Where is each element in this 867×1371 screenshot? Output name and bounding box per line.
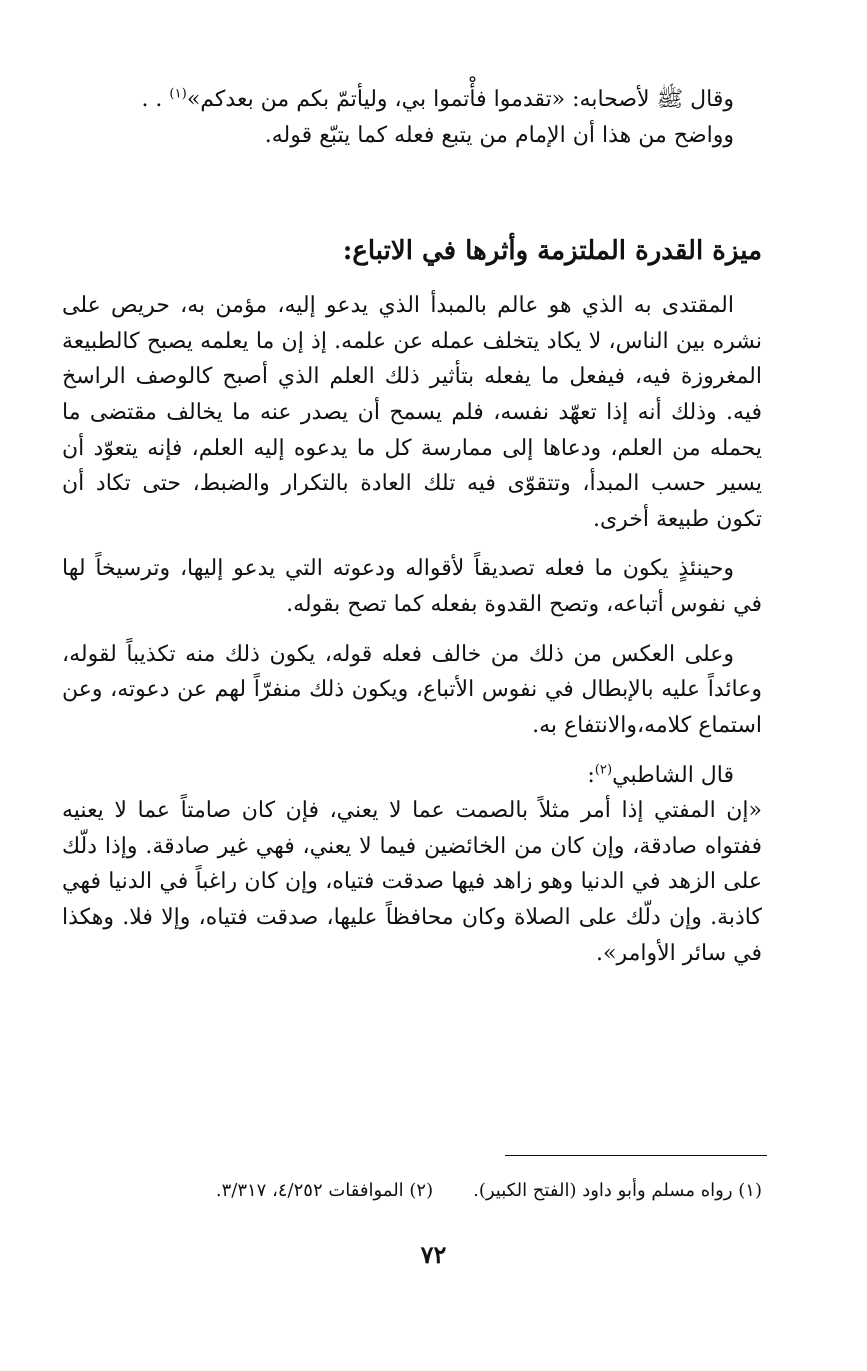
- explanation-line: وواضح من هذا أن الإمام من يتبع فعله كما يتبّع قوله.: [264, 122, 734, 148]
- footnote-ref-2: (٢): [594, 762, 613, 778]
- section-body: [62, 288, 762, 971]
- hadith-tail: . .: [141, 87, 163, 112]
- paragraph-1: المقتدى به الذي هو عالم بالمبدأ الذي يدعو إليه، مؤمن به، حريص على نشره بين الناس، لا يكاد يتخلف عمله عن علمه. إذ إن ما يعلمه يصبح كالطبيعة المغروزة فيه، فيفعل ما يفعله بتأثير ذلك العلم الذي أصبح كالوصف الراسخ فيه. وذلك أنه إذا تعهّد نفسه، فلم يسمح أن يصدر عنه ما يخالف مقتضى ما يحمله من العلم، ودعاها إلى ممارسة كل ما يدعوه إليه العلم، فإنه يتعوّد أن يسير حسب المبدأ، وتتقوّى فيه تلك العادة بالتكرار والضبط، حتى تكاد أن تكون طبيعة أخرى.: [62, 293, 762, 532]
- hadith-line: [62, 82, 762, 118]
- quote-intro-colon: :: [587, 762, 595, 788]
- footnotes: [100, 1178, 762, 1203]
- opening-text: [62, 82, 762, 153]
- quote-text: «إن المفتي إذا أمر مثلاً بالصمت عما لا يعني، فإن كان صامتاً عما لا يعنيه ففتواه صادقة، وإن كان من الخائضين فيما لا يعني، فهي غير صادقة. وإذا دلّك على الزهد في الدنيا وهو زاهد فيها صدقت فتياه، وإن كان راغباً في الدنيا فهي كاذبة. وإن دلّك على الصلاة وكان محافظاً عليها، صدقت فتياه، وإلا فلا. وهكذا في سائر الأوامر».: [62, 798, 762, 966]
- footnote-separator: [505, 1155, 767, 1156]
- footnote-2: (٢) الموافقات ٤/٢٥٢، ٣/٣١٧.: [215, 1180, 434, 1201]
- page-number: ٧٢: [420, 1240, 447, 1269]
- quote-intro: [62, 758, 762, 794]
- footnote-ref-1: (١): [169, 86, 187, 102]
- hadith-text: وقال ﷺ لأصحابه: «تقدموا فأْتموا بي، وليأتمّ بكم من بعدكم»: [186, 87, 734, 112]
- paragraph-2: وحينئذٍ يكون ما فعله تصديقاً لأقواله ودعوته التي يدعو إليها، وترسيخاً لها في نفوس أتباعه، وتصح القدوة بفعله كما تصح بقوله.: [62, 556, 762, 617]
- quote-intro-text: قال الشاطبي: [612, 762, 734, 788]
- paragraph-3: وعلى العكس من ذلك من خالف فعله قوله، يكون ذلك منه تكذيباً لقوله، وعائداً عليه بالإبطال في نفوس الأتباع، ويكون ذلك منفرّاً لهم عن دعوته، وعن استماع كلامه،والانتفاع به.: [62, 641, 762, 738]
- footnote-1: (١) رواه مسلم وأبو داود (الفتح الكبير).: [473, 1180, 762, 1201]
- section-heading: ميزة القدرة الملتزمة وأثرها في الاتباع:: [342, 236, 762, 266]
